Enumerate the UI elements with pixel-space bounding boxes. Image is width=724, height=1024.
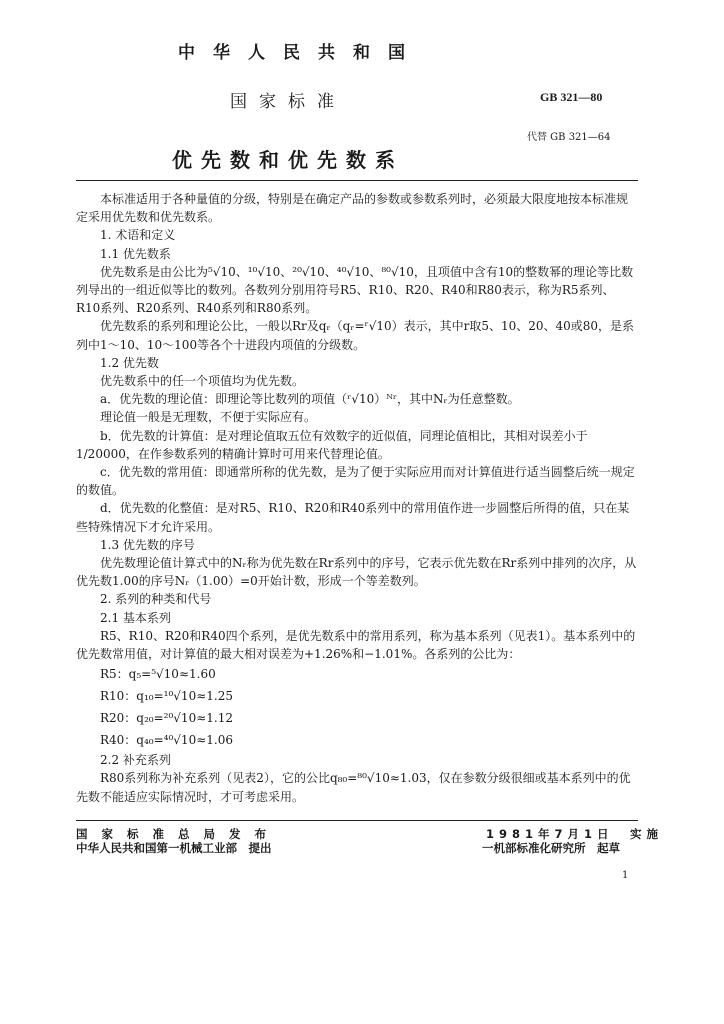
body-paragraph: 本标准适用于各种量值的分级，特别是在确定产品的参数或参数系列时，必须最大限度地按本标准规定采用优先数和优先数系。 [76, 192, 629, 225]
body-paragraph: 优先数理论值计算式中的Nᵣ称为优先数在Rr系列中的序号，它表示优先数在Rr系列中排列的次序，从优先数1.00的序号Nᵣ（1.00）=0开始计数，形成一个等差数列。 [76, 556, 637, 589]
body-paragraph: c．优先数的常用值：即通常所称的优先数，是为了便于实际应用而对计算值进行适当圆整后统一规定的数值。 [76, 465, 635, 498]
body-paragraph: a．优先数的理论值：即理论等比数列的项值（ʳ√10）ᴺʳ，其中Nᵣ为任意整数。 [100, 392, 520, 407]
top-divider [76, 180, 638, 181]
body-paragraph: 优先数系中的任一个项值均为优先数。 [100, 374, 305, 389]
document-body [76, 190, 638, 806]
bottom-divider [76, 820, 638, 821]
body-paragraph: d．优先数的化整值：是对R5、R10、R20和R40系列中的常用值作进一步圆整后所得的值，只在某些特殊情况下才允许采用。 [76, 501, 630, 534]
footer-issuer: 国家标准总局发布 [76, 827, 280, 841]
body-paragraph: R40：q₄₀=⁴⁰√10≈1.06 [100, 733, 233, 748]
body-paragraph: 1. 术语和定义 [100, 228, 176, 243]
page-number: 1 [622, 870, 629, 881]
body-paragraph: 1.1 优先数系 [100, 246, 171, 261]
document-title: 优先数和优先数系 [172, 148, 404, 172]
body-paragraph: R5、R10、R20和R40四个系列，是优先数系中的常用系列，称为基本系列（见表1）。基本系列中的优先数常用值，对计算值的最大相对误差为+1.26%和−1.01%。各系列的公比为： [76, 628, 636, 662]
footer-proposer: 中华人民共和国第一机械工业部 提出 [76, 841, 272, 855]
replaces-note: 代替 GB 321—64 [527, 132, 611, 143]
header-standard-type: 国家标准 [230, 92, 346, 112]
body-paragraph: 优先数系的系列和理论公比，一般以Rr及qᵣ（qᵣ=ʳ√10）表示，其中r取5、10、20、40或80，是系列中1～10、10～100等各个十进段内项值的分级数。 [76, 319, 635, 352]
body-paragraph: 2.2 补充系列 [100, 753, 171, 768]
body-paragraph: 2. 系列的种类和代号 [100, 592, 212, 607]
body-paragraph: R5：q₅=⁵√10≈1.60 [100, 667, 216, 682]
body-paragraph: 2.1 基本系列 [100, 610, 171, 625]
footer-effective-date: 1981年7月1日 实施 [486, 827, 664, 841]
body-paragraph: R10：q₁₀=¹⁰√10≈1.25 [100, 689, 233, 704]
standard-code: GB 321—80 [540, 90, 603, 104]
body-paragraph: R20：q₂₀=²⁰√10≈1.12 [100, 711, 233, 726]
body-paragraph: R80系列称为补充系列（见表2），它的公比q₈₀=⁸⁰√10≈1.03，仅在参数分级很细或基本系列中的优先数不能适应实际情况时，才可考虑采用。 [76, 771, 631, 804]
body-paragraph: 优先数系是由公比为⁵√10、¹⁰√10、²⁰√10、⁴⁰√10、⁸⁰√10，且项值中含有10的整数幂的理论等比数列导出的一组近似等比的数列。各数列分别用符号R5、R10、R20、R40和R80表示，称为R5系列、R10系列、R20系列、R40系列和R80系列。 [76, 264, 634, 316]
footer-drafter: 一机部标准化研究所 起草 [482, 841, 620, 855]
header-country: 中华人民共和国 [178, 43, 423, 63]
body-paragraph: 1.2 优先数 [100, 355, 159, 370]
body-paragraph: b．优先数的计算值：是对理论值取五位有效数字的近似值，同理论值相比，其相对误差小于1/20000，在作参数系列的精确计算时可用来代替理论值。 [76, 428, 588, 461]
body-paragraph: 理论值一般是无理数，不便于实际应有。 [100, 410, 317, 425]
body-paragraph: 1.3 优先数的序号 [100, 537, 195, 552]
